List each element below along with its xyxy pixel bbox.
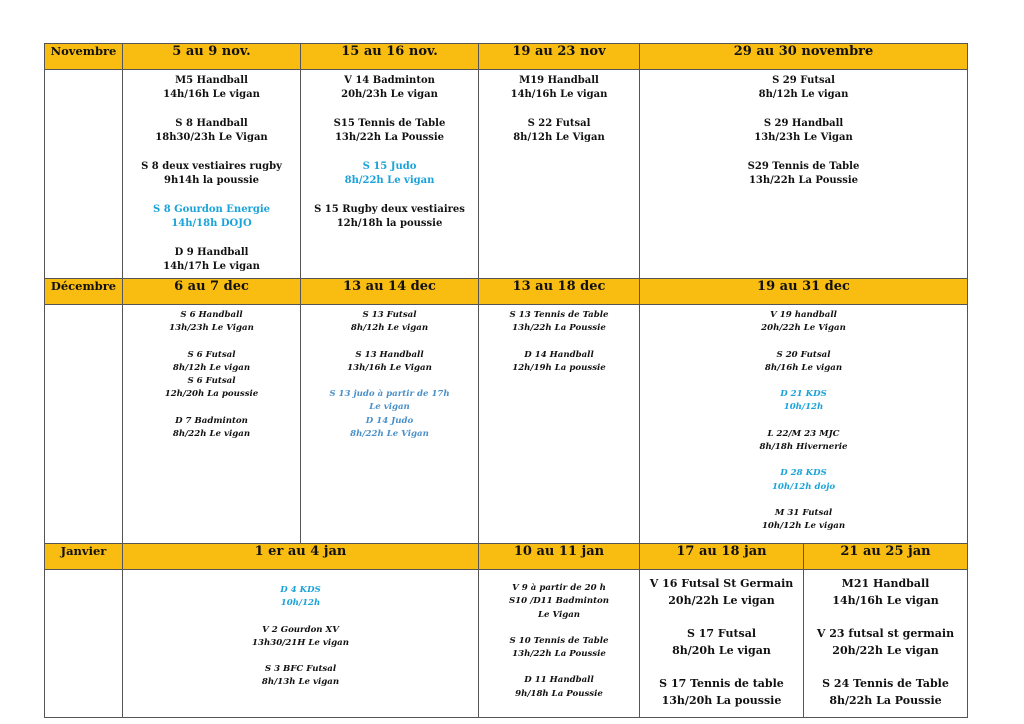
- event-line: 14h/16h Le vigan: [832, 593, 939, 607]
- event-entry: [640, 676, 803, 709]
- event-cell: [640, 570, 804, 718]
- january-header-row: [45, 544, 968, 570]
- event-line: 8h/18h Hivernerie: [759, 442, 848, 453]
- event-line: M21 Handball: [841, 577, 930, 590]
- event-line: D 14 Handball: [524, 349, 594, 360]
- date-range-header: 13 au 14 dec: [301, 279, 479, 305]
- event-line: 10h/12h Le vigan: [761, 521, 846, 532]
- event-line: 8h/13h Le vigan: [261, 677, 340, 688]
- event-entry: [640, 349, 967, 376]
- event-line: D 28 KDS: [780, 468, 827, 479]
- event-line: 8h/16h Le vigan: [764, 362, 843, 373]
- month-spacer-cell: [45, 70, 123, 279]
- event-line: S15 Tennis de Table: [333, 118, 446, 129]
- month-spacer-cell: [45, 305, 123, 544]
- date-range-header: 6 au 7 dec: [123, 279, 301, 305]
- event-line: 8h/12h Le vigan: [350, 323, 429, 334]
- event-line: 8h/22h La Poussie: [829, 693, 942, 707]
- event-line: M5 Handball: [175, 75, 248, 86]
- event-line: S29 Tennis de Table: [747, 161, 860, 172]
- event-line: 20h/22h Le Vigan: [761, 323, 846, 334]
- event-line: 20h/23h Le vigan: [341, 89, 438, 100]
- event-line: 13h/23h Le Vigan: [754, 132, 853, 143]
- event-line: S 17 Tennis de table: [659, 677, 784, 690]
- event-entry: [479, 309, 639, 336]
- event-line: Le vigan: [369, 402, 410, 413]
- event-line: V 14 Badminton: [344, 75, 435, 86]
- event-entry: [301, 349, 478, 376]
- event-entry: [123, 584, 478, 611]
- event-line: 10h/12h: [280, 598, 321, 609]
- event-line: S 13 Futsal: [362, 310, 417, 320]
- event-line: S 13 judo à partir de 17h: [329, 389, 450, 400]
- event-line: S 20 Futsal: [776, 349, 831, 360]
- event-entry: [640, 428, 967, 455]
- event-line: 20h/22h Le vigan: [668, 593, 775, 607]
- event-entry: [640, 309, 967, 336]
- event-line: 8h/20h Le vigan: [672, 643, 771, 657]
- event-line: 13h30/21H Le vigan: [252, 637, 349, 648]
- event-cell: [123, 70, 301, 279]
- month-spacer-cell: [45, 570, 123, 718]
- event-entry: [123, 246, 300, 274]
- event-line: 12h/19h La poussie: [512, 362, 606, 373]
- event-entry: [301, 74, 478, 102]
- event-line: 10h/12h dojo: [771, 481, 836, 492]
- event-line: D 11 Handball: [524, 675, 594, 686]
- event-entry: [479, 349, 639, 376]
- event-line: D 14 Judo: [365, 415, 414, 426]
- event-cell: [479, 305, 640, 544]
- event-entry: [640, 507, 967, 534]
- event-line: M 31 Futsal: [774, 507, 833, 518]
- event-line: S10 /D11 Badminton: [508, 596, 610, 607]
- date-range-header: 19 au 31 dec: [640, 279, 968, 305]
- event-line: 10h/12h: [783, 402, 824, 413]
- event-line: V 9 à partir de 20 h: [512, 583, 606, 593]
- event-line: S 15 Judo: [362, 161, 417, 172]
- date-range-header: 5 au 9 nov.: [123, 44, 301, 70]
- event-entry: [301, 309, 478, 336]
- date-range-header: 10 au 11 jan: [479, 544, 640, 570]
- event-cell: [123, 570, 479, 718]
- event-line: S 8 deux vestiaires rugby: [141, 161, 282, 172]
- event-entry: [479, 674, 639, 701]
- event-entry: [123, 415, 300, 442]
- event-line: 8h/22h Le vigan: [344, 175, 435, 186]
- date-range-header: 29 au 30 novembre: [640, 44, 968, 70]
- event-entry: [640, 74, 967, 102]
- event-line: 14h/18h DOJO: [171, 218, 252, 229]
- event-line: S 6 Handball: [180, 310, 243, 320]
- november-body-row: [45, 70, 968, 279]
- event-line: 13h/16h Le Vigan: [347, 362, 432, 373]
- date-range-header: 19 au 23 nov: [479, 44, 640, 70]
- event-line: Le Vigan: [537, 609, 581, 620]
- event-line: S 15 Rugby deux vestiaires: [314, 204, 465, 215]
- schedule-table: [44, 43, 968, 718]
- event-entry: [640, 467, 967, 494]
- event-line: D 4 KDS: [280, 585, 321, 595]
- event-entry: [301, 203, 478, 231]
- event-entry: [123, 203, 300, 231]
- event-line: V 23 futsal st germain: [816, 627, 955, 640]
- date-range-header: 1 er au 4 jan: [123, 544, 479, 570]
- event-line: 14h/16h Le vigan: [163, 89, 260, 100]
- date-range-header: 15 au 16 nov.: [301, 44, 479, 70]
- event-entry: [640, 117, 967, 145]
- event-entry: [301, 160, 478, 188]
- event-cell: [640, 70, 968, 279]
- event-entry: [301, 117, 478, 145]
- event-cell: [301, 305, 479, 544]
- event-entry: [123, 624, 478, 651]
- event-cell: [479, 570, 640, 718]
- december-body-row: [45, 305, 968, 544]
- event-entry: [479, 117, 639, 145]
- event-line: S 24 Tennis de Table: [822, 677, 949, 690]
- event-line: D 7 Badminton: [175, 415, 248, 426]
- event-line: D 21 KDS: [780, 389, 827, 400]
- date-range-header: 21 au 25 jan: [804, 544, 968, 570]
- event-line: S 13 Tennis de Table: [509, 310, 609, 320]
- event-entry: [301, 388, 478, 441]
- event-entry: [640, 626, 803, 659]
- event-line: V 16 Futsal St Germain: [649, 577, 794, 590]
- event-line: 9h/18h La Poussie: [515, 688, 603, 699]
- event-entry: [123, 309, 300, 336]
- event-line: 14h/17h Le vigan: [163, 261, 260, 272]
- event-cell: [640, 305, 968, 544]
- event-line: 20h/22h Le vigan: [832, 643, 939, 657]
- november-header-row: [45, 44, 968, 70]
- event-line: S 8 Handball: [175, 118, 248, 129]
- event-line: 8h/22h Le Vigan: [350, 429, 429, 440]
- event-line: 8h/12h Le vigan: [172, 362, 251, 373]
- event-entry: [123, 160, 300, 188]
- event-line: S 22 Futsal: [527, 118, 591, 129]
- event-cell: [804, 570, 968, 718]
- event-entry: [640, 160, 967, 188]
- event-line: 8h/22h Le vigan: [172, 429, 251, 440]
- event-line: M19 Handball: [519, 75, 599, 86]
- event-line: D 9 Handball: [174, 247, 249, 258]
- event-entry: [479, 582, 639, 622]
- event-entry: [123, 117, 300, 145]
- event-line: 13h/20h La poussie: [661, 693, 782, 707]
- event-line: 18h30/23h Le Vigan: [155, 132, 268, 143]
- date-range-header: 13 au 18 dec: [479, 279, 640, 305]
- event-line: 13h/22h La Poussie: [334, 132, 445, 143]
- event-line: 12h/18h la poussie: [336, 218, 443, 229]
- event-entry: [123, 74, 300, 102]
- event-cell: [479, 70, 640, 279]
- event-line: V 2 Gourdon XV: [262, 624, 339, 635]
- event-cell: [301, 70, 479, 279]
- event-line: S 10 Tennis de Table: [509, 635, 609, 646]
- event-line: S 13 Handball: [355, 349, 424, 360]
- event-line: 13h/23h Le Vigan: [169, 323, 254, 334]
- event-line: V 19 handball: [770, 310, 837, 320]
- event-line: S 6 Futsal: [187, 376, 236, 387]
- event-entry: [804, 676, 967, 709]
- event-entry: [804, 576, 967, 609]
- event-line: 9h14h la poussie: [163, 175, 259, 186]
- event-line: 13h/22h La Poussie: [748, 175, 859, 186]
- event-entry: [640, 388, 967, 415]
- event-line: 13h/22h La Poussie: [512, 323, 606, 334]
- event-line: S 29 Handball: [763, 118, 844, 129]
- event-entry: [123, 349, 300, 402]
- month-label: Décembre: [45, 279, 123, 305]
- event-line: 14h/16h Le vigan: [510, 89, 608, 100]
- date-range-header: 17 au 18 jan: [640, 544, 804, 570]
- month-label: Novembre: [45, 44, 123, 70]
- event-line: L 22/M 23 MJC: [767, 428, 840, 439]
- event-entry: [640, 576, 803, 609]
- event-cell: [123, 305, 301, 544]
- event-entry: [804, 626, 967, 659]
- event-line: 8h/12h Le vigan: [758, 89, 849, 100]
- event-line: 12h/20h La poussie: [164, 389, 259, 400]
- event-line: 8h/12h Le Vigan: [513, 132, 605, 143]
- month-label: Janvier: [45, 544, 123, 570]
- december-header-row: [45, 279, 968, 305]
- event-line: S 17 Futsal: [686, 627, 757, 640]
- event-line: S 8 Gourdon Energie: [153, 204, 270, 215]
- event-line: S 29 Futsal: [772, 75, 835, 86]
- event-entry: [479, 74, 639, 102]
- event-entry: [479, 635, 639, 662]
- event-line: 13h/22h La Poussie: [512, 649, 606, 660]
- event-entry: [123, 663, 478, 690]
- event-line: S 3 BFC Futsal: [264, 664, 337, 675]
- january-body-row: [45, 570, 968, 718]
- event-line: S 6 Futsal: [187, 349, 236, 360]
